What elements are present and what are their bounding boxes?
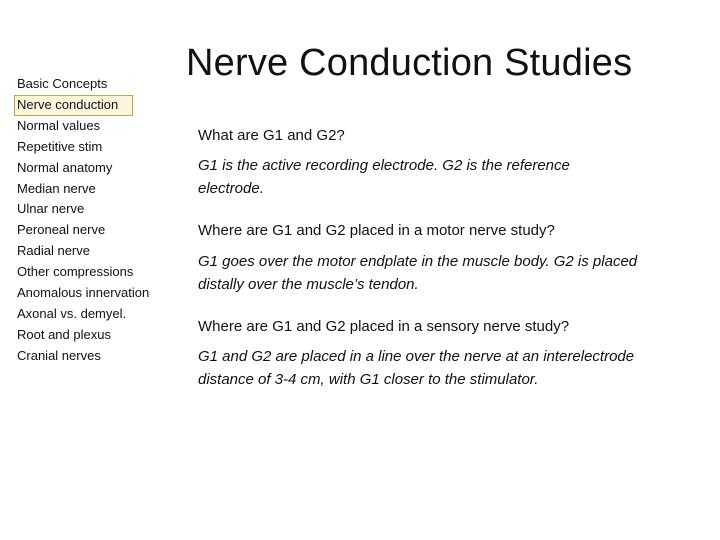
qa-block-motor — [198, 221, 638, 296]
question-text: Where are G1 and G2 placed in a motor nerve study? — [198, 222, 555, 239]
sidebar-item-other-compressions[interactable]: Other compressions — [17, 264, 134, 280]
sidebar-item-radial-nerve[interactable]: Radial nerve — [17, 243, 90, 259]
qa-block-sensory — [198, 317, 638, 391]
question-text: Where are G1 and G2 placed in a sensory nerve study? — [198, 318, 570, 335]
sidebar-item-basic-concepts[interactable]: Basic Concepts — [17, 76, 108, 91]
qa-block-g1-g2 — [198, 126, 638, 200]
sidebar-item-nerve-conduction[interactable]: Nerve conduction — [14, 95, 133, 116]
sidebar-item-repetitive-stim[interactable]: Repetitive stim — [17, 138, 103, 154]
page-title: Nerve Conduction Studies — [186, 42, 633, 84]
question-text: What are G1 and G2? — [198, 127, 345, 144]
sidebar-item-ulnar-nerve[interactable]: Ulnar nerve — [17, 201, 85, 217]
answer-text: G1 and G2 are placed in a line over the nerve at an interelectrode distance of 3-4 cm, with G1 closer to the stimulator. — [198, 348, 635, 388]
sidebar-item-cranial-nerves[interactable]: Cranial nerves — [17, 347, 101, 363]
sidebar-nav — [14, 74, 174, 367]
sidebar-item-peroneal-nerve[interactable]: Peroneal nerve — [17, 222, 106, 238]
sidebar-item-median-nerve[interactable]: Median nerve — [17, 180, 96, 196]
sidebar-item-anomalous-innervation[interactable]: Anomalous innervation — [17, 285, 150, 301]
sidebar-item-axonal-vs-demyel[interactable]: Axonal vs. demyel. — [17, 305, 127, 321]
sidebar-item-normal-anatomy[interactable]: Normal anatomy — [17, 159, 113, 175]
answer-text: G1 is the active recording electrode. G2 is the reference electrode. — [198, 157, 570, 197]
sidebar-item-normal-values[interactable]: Normal values — [17, 117, 101, 133]
sidebar-item-root-and-plexus[interactable]: Root and plexus — [17, 326, 111, 342]
answer-text: G1 goes over the motor endplate in the muscle body. G2 is placed distally over the muscle’s tendon. — [198, 253, 638, 293]
